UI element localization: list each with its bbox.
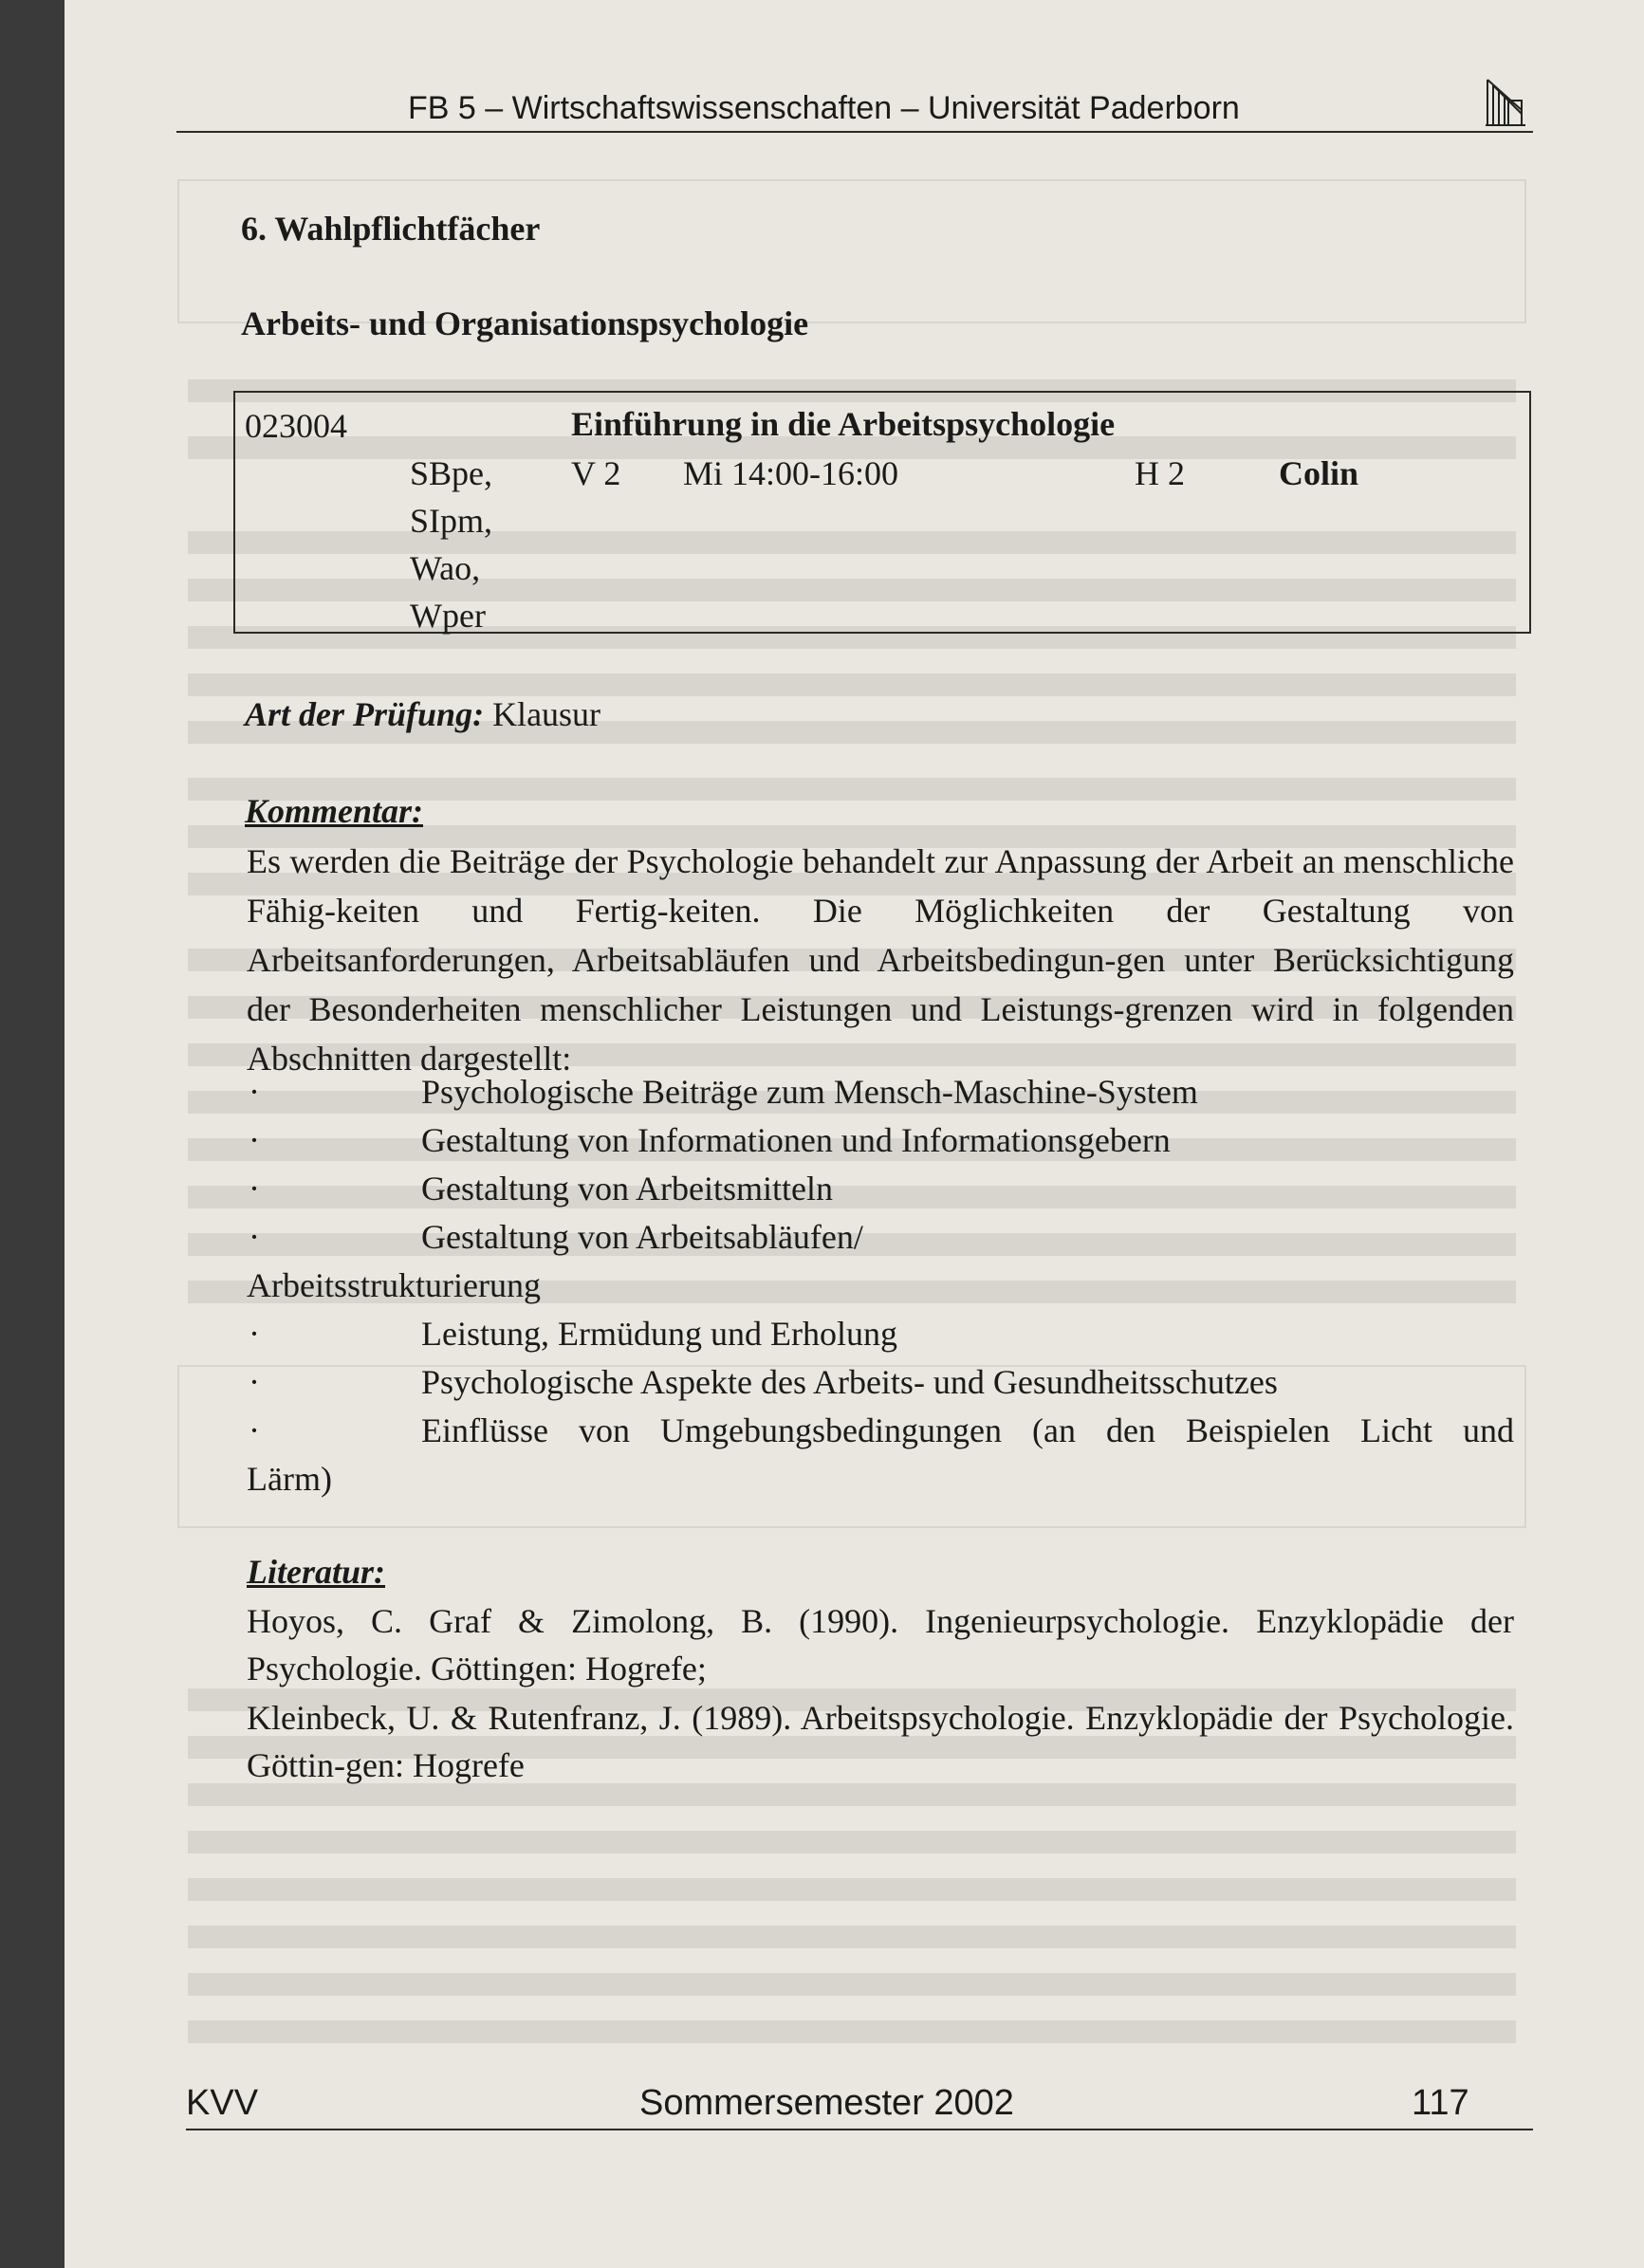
list-item: · Psychologische Beiträge zum Mensch-Maschine-System [247,1068,1514,1116]
bullet-dot: · [249,1073,260,1111]
course-program: Wper [410,597,486,635]
course-program: SIpm, [410,502,493,540]
list-item: · Leistung, Ermüdung und Erholung [247,1310,1514,1358]
bullet-dot: · [249,1170,260,1208]
bullet-dot: · [249,1121,260,1159]
course-program: Wao, [410,549,481,587]
literature-entry: Hoyos, C. Graf & Zimolong, B. (1990). Ingenieurpsychologie. Enzyklopädie der Psychologie. Göttingen: Hogrefe; [247,1602,1514,1687]
footer-semester: Sommersemester 2002 [639,2083,1014,2123]
list-item: · Gestaltung von Arbeitsmitteln [247,1165,1514,1213]
list-item: · Einflüsse von Umgebungsbedingungen (an den Beispielen Licht und [247,1407,1514,1455]
subject-title: Arbeits- und Organisationspsychologie [241,304,809,342]
page-header-title: FB 5 – Wirtschaftswissenschaften – Universität Paderborn [408,90,1240,126]
course-time: Mi 14:00-16:00 [683,454,899,492]
literature-entry: Kleinbeck, U. & Rutenfranz, J. (1989). Arbeitspsychologie. Enzyklopädie der Psychologie. Göttin-gen: Hogrefe [247,1699,1514,1784]
document-page [65,0,1644,2268]
university-logo-icon [1484,72,1527,129]
footer-left: KVV [186,2083,259,2123]
list-item-continuation: Lärm) [247,1460,332,1498]
course-number: 023004 [245,407,347,445]
course-room: H 2 [1135,454,1185,492]
bullet-dot: · [249,1363,260,1401]
course-type: V 2 [571,454,621,492]
footer-rule [186,2129,1533,2130]
bullet-dot: · [249,1218,260,1256]
exam-value: Klausur [492,695,601,733]
course-lecturer: Colin [1279,454,1359,492]
exam-label: Art der Prüfung: [245,695,485,733]
bullet-dot: · [249,1411,260,1449]
exam-line [245,694,600,734]
list-item: · Gestaltung von Informationen und Informationsgebern [247,1116,1514,1165]
bullet-dot: · [249,1315,260,1353]
list-item: · Gestaltung von Arbeitsabläufen/ [247,1213,1514,1262]
literature-label: Literatur: [247,1553,386,1591]
list-item-continuation: Arbeitsstrukturierung [247,1266,541,1304]
commentary-label: Kommentar: [245,792,424,830]
page-number: 117 [1412,2083,1469,2123]
list-item: · Psychologische Aspekte des Arbeits- und Gesundheitsschutzes [247,1358,1514,1407]
course-info-box [233,391,1531,634]
course-program: SBpe, [410,454,493,492]
commentary-text: Es werden die Beiträge der Psychologie behandelt zur Anpassung der Arbeit an menschliche Fähig-keiten und Fertig-keiten. Die Möglichkeiten der Gestaltung von Arbeitsanforderungen, Arbeitsabläufen und Arbeitsbedingun-gen unter Berücksichtigung der Besonderheiten menschlicher Leistungen und Leistungs-grenzen wird in folgenden Abschnitten dargestellt: [247,842,1514,1078]
commentary-topic-list [247,1068,1514,1503]
literature-list [247,1597,1514,1791]
header-rule [176,131,1533,133]
section-title: 6. Wahlpflichtfächer [241,210,541,248]
course-title: Einführung in die Arbeitspsychologie [571,405,1116,443]
